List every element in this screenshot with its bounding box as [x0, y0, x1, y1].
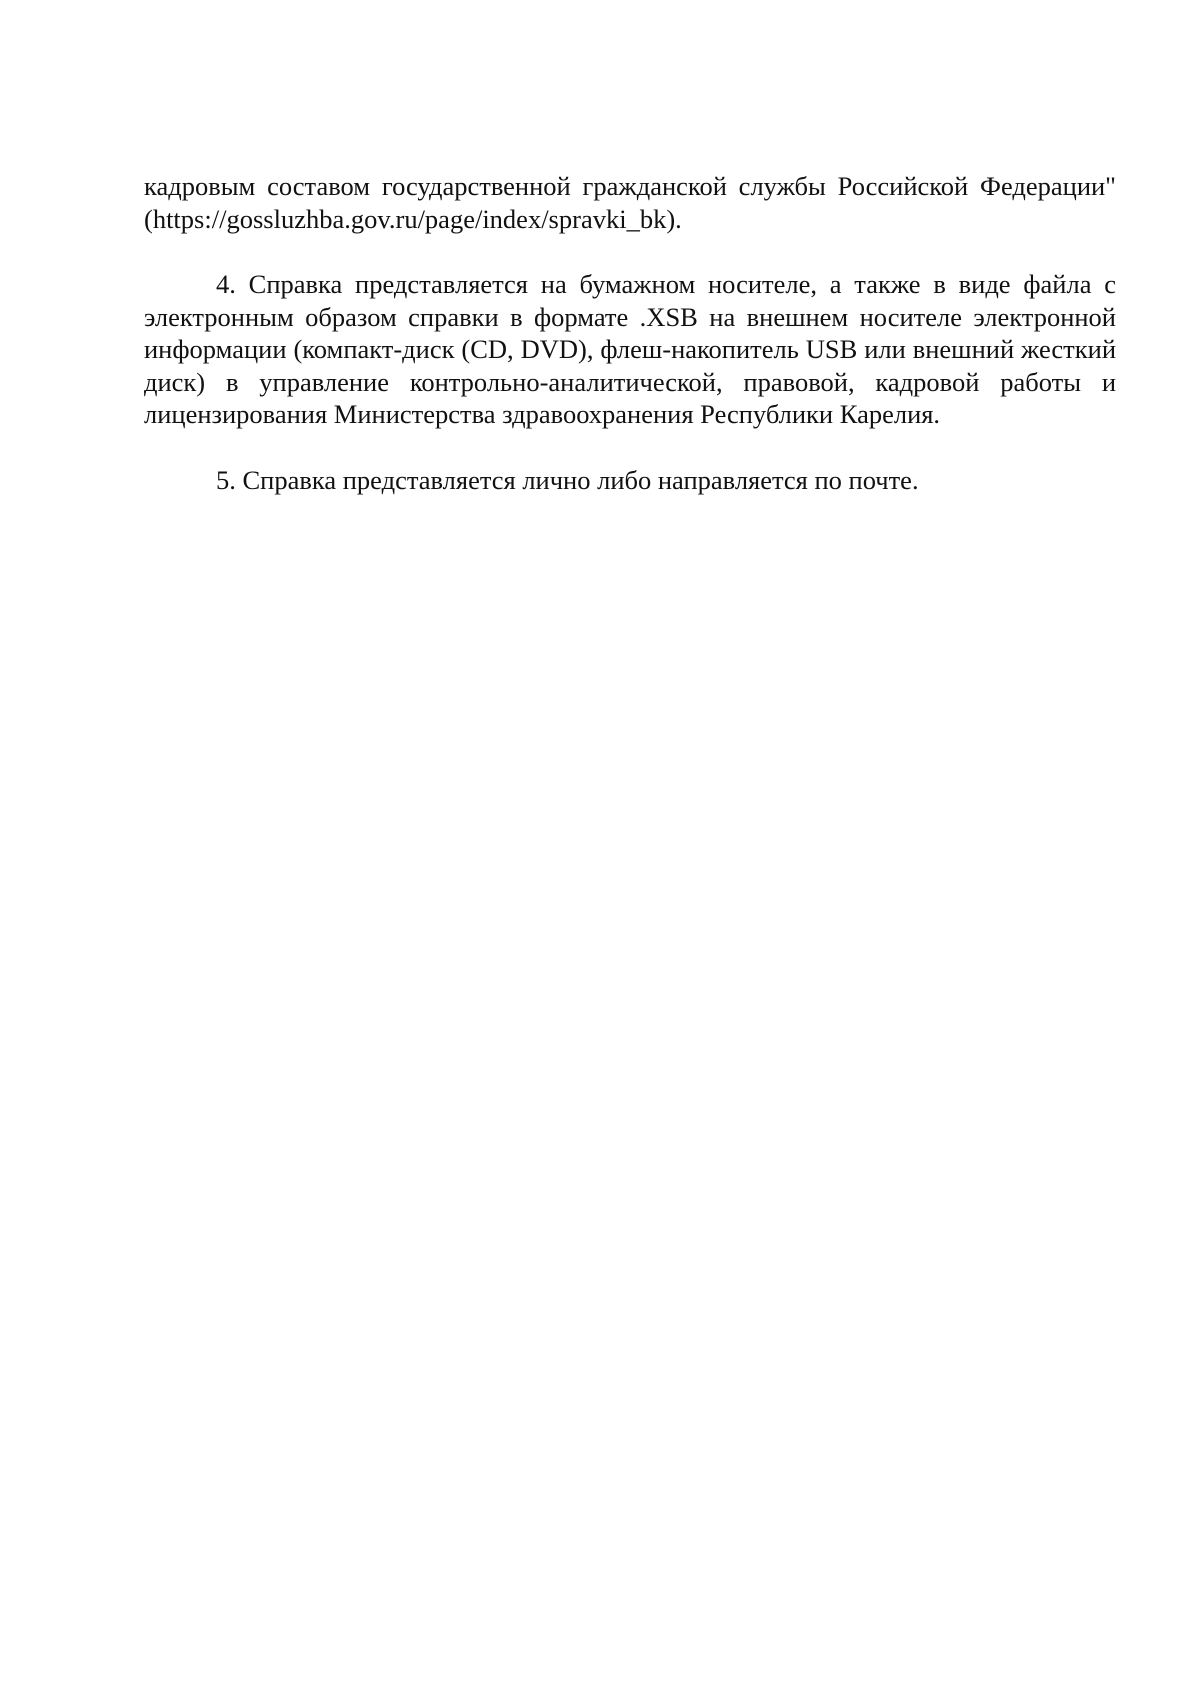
paragraph-continuation: кадровым составом государственной гражданской службы Российской Федерации" (https://gossluzhba.gov.ru/page/index/spravki_bk).	[144, 171, 1116, 234]
document-body	[144, 170, 1116, 496]
paragraph-gap	[144, 235, 1116, 268]
paragraph-item-4: 4. Справка представляется на бумажном носителе, а также в виде файла с электронным образом справки в формате .XSB на внешнем носителе электронной информации (компакт-диск (CD, DVD), флеш-накопитель USB или внешний жесткий диск) в управление контрольно-аналитической, правовой, кадровой работы и лицензирования Министерства здравоохранения Республики Карелия.	[144, 269, 1116, 429]
paragraph-item-5: 5. Справка представляется лично либо направляется по почте.	[216, 464, 919, 495]
paragraph-gap	[144, 431, 1116, 464]
